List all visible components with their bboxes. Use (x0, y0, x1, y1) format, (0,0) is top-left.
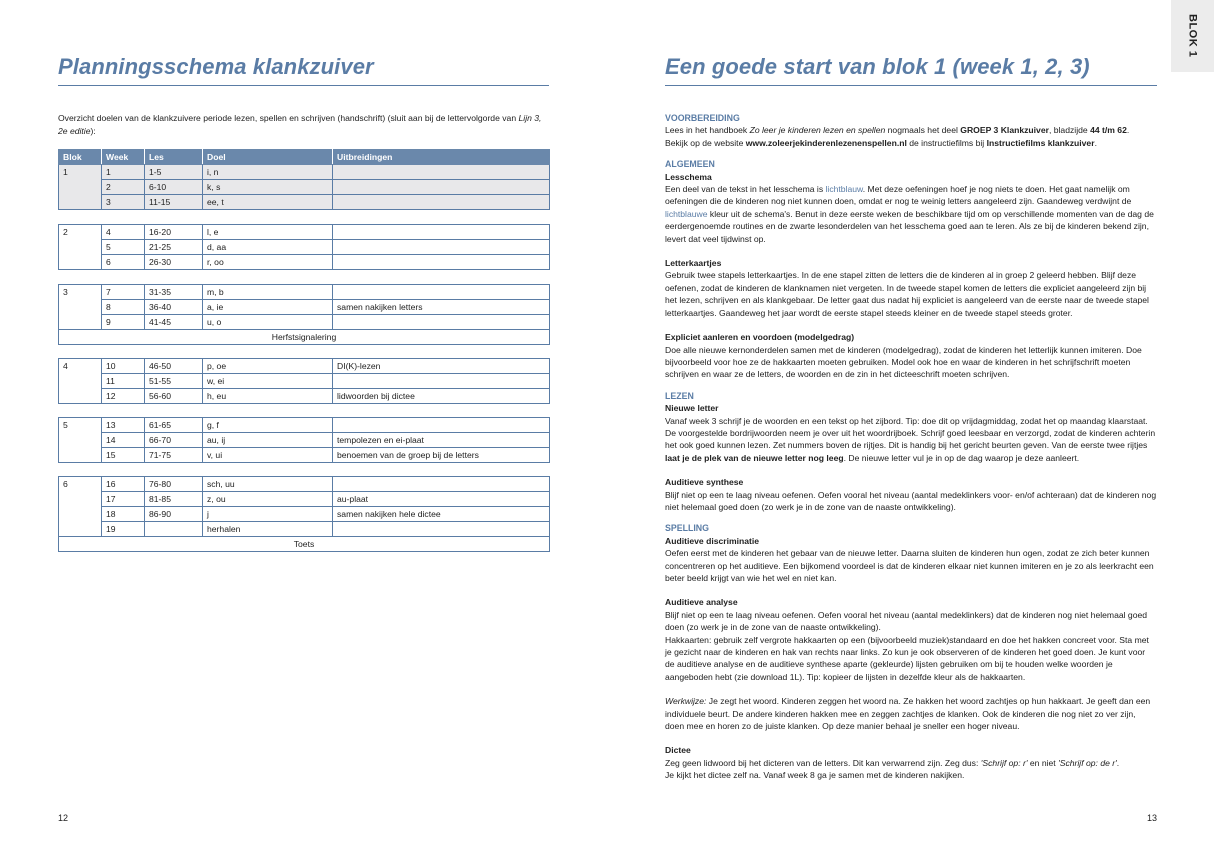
intro-italic: Lijn 3, 2e editie (58, 113, 542, 136)
les-cell: 61-65 (145, 418, 203, 433)
side-tab (1171, 0, 1214, 72)
doel-cell: r, oo (203, 255, 333, 270)
uitbreiding-cell (333, 374, 550, 389)
les-cell: 26-30 (145, 255, 203, 270)
right-page-content (665, 112, 1157, 782)
uitbreiding-cell: au-plaat (333, 492, 550, 507)
doel-cell: g, f (203, 418, 333, 433)
week-cell: 10 (102, 359, 145, 374)
text-run: lichtblauw (825, 184, 863, 195)
voorbereiding-paragraph (665, 124, 1157, 149)
herfstsignalering-cell: Herfstsignalering (59, 330, 550, 345)
subheading: Nieuwe letter (665, 403, 719, 414)
text-run: nogmaals het deel (885, 125, 961, 136)
subheading: Expliciet aanleren en voordoen (modelgedrag) (665, 332, 855, 343)
doel-cell: h, eu (203, 389, 333, 404)
doel-cell: u, o (203, 315, 333, 330)
text-run: kleur uit de schema's. Benut in deze eerste weken de beschikbare tijd om op verschillende momenten van de dag de eerdergenoemde routines en de zwarte lesonderdelen van het lesschema goed aan te leren. Als ze bij de kinderen bekend zijn, levert dat veel tijdwinst op. (665, 208, 1154, 244)
text-run: Een deel van de tekst in het lesschema is (665, 184, 826, 195)
week-cell: 4 (102, 225, 145, 240)
toets-cell: Toets (59, 537, 550, 552)
synthese-paragraph: Blijf niet op een te laag niveau oefenen. Oefen vooral het niveau (aantal medeklinkers voor- en/of achteraan) dat de kinderen nog niet helemaal goed doen (zo werk je in de zone van de naaste ontwikkeling). (665, 489, 1157, 512)
discriminatie-paragraph: Oefen eerst met de kinderen het gebaar van de nieuwe letter. Daarna sluiten de kinderen hun ogen, zodat ze zich beter kunnen concentreren op het auditieve. Een bijkomend voordeel is dat de kinderen elkaar niet kunnen imiteren en je zo als leerkracht een beter beeld krijgt van wie het wel en niet kan. (665, 548, 1154, 583)
text-run: Zeg geen lidwoord bij het dicteren van de letters. Dit kan verwarrend zijn. Zeg dus: (665, 757, 981, 768)
table-row (59, 477, 550, 492)
subheading: Auditieve analyse (665, 597, 738, 608)
doel-cell: j (203, 507, 333, 522)
uitbreiding-cell (333, 522, 550, 537)
text-run: Lees in het handboek (665, 125, 750, 136)
les-cell: 36-40 (145, 300, 203, 315)
table-row (59, 374, 550, 389)
les-cell: 81-85 (145, 492, 203, 507)
text-run: Vanaf week 3 schrijf je de woorden en een tekst op het zijbord. Tip: doe dit op vrijdagmiddag, zodat het op maandag klaarstaat. De voorgestelde bordrijwoorden neem je over uit het woordrijboek. Schrijf goed leesbaar en verzorgd, zodat de kinderen achterin het ook goed kunnen lezen. Zet nummers boven de rijtjes. Dit is handig bij het gericht beurten geven. Van de eerste twee rijtjes (665, 415, 1156, 451)
header-les: Les (145, 150, 203, 165)
werkwijze-paragraph (665, 695, 1157, 732)
page-title: Planningsschema klankzuiver (58, 54, 374, 79)
uitbreiding-cell (333, 165, 550, 180)
page-number: 13 (1147, 813, 1158, 823)
text-run: . (1116, 757, 1120, 768)
text-run: 'Schrijf op: de r' (1058, 757, 1117, 768)
table-row (59, 330, 550, 345)
les-cell: 16-20 (145, 225, 203, 240)
text-run: 'Schrijf op: r' (980, 757, 1028, 768)
table-row (59, 300, 550, 315)
blok-cell: 1 (59, 165, 102, 210)
uitbreiding-cell (333, 225, 550, 240)
uitbreiding-cell (333, 255, 550, 270)
week-cell: 15 (102, 448, 145, 463)
doel-cell: z, ou (203, 492, 333, 507)
uitbreiding-cell (333, 240, 550, 255)
table-row (59, 359, 550, 374)
week-cell: 9 (102, 315, 145, 330)
doel-cell: l, e (203, 225, 333, 240)
les-cell: 21-25 (145, 240, 203, 255)
doel-cell: sch, uu (203, 477, 333, 492)
week-cell: 13 (102, 418, 145, 433)
plan-table-blok-3 (58, 284, 550, 345)
section-heading: ALGEMEEN (665, 159, 715, 170)
table-row (59, 389, 550, 404)
table-row (59, 165, 550, 180)
lesschema-paragraph (665, 183, 1157, 245)
text-run: laat je de plek van de nieuwe letter nog leeg (665, 452, 844, 463)
doel-cell: d, aa (203, 240, 333, 255)
text-run: GROEP 3 Klankzuiver (960, 125, 1049, 136)
blok-cell: 3 (59, 285, 102, 330)
dictee-paragraph (665, 757, 1157, 782)
plan-table-blok-2 (58, 224, 550, 270)
uitbreiding-cell (333, 195, 550, 210)
doel-cell: m, b (203, 285, 333, 300)
table-row (59, 225, 550, 240)
les-cell: 86-90 (145, 507, 203, 522)
doel-cell: k, s (203, 180, 333, 195)
text-run: Je kijkt het dictee zelf na. Vanaf week 8 ga je samen met de kinderen nakijken. (665, 770, 965, 781)
table-row (59, 522, 550, 537)
blok-cell: 4 (59, 359, 102, 404)
week-cell: 19 (102, 522, 145, 537)
text-run: lichtblauwe (665, 208, 708, 219)
page-title: Een goede start van blok 1 (week 1, 2, 3) (665, 54, 1090, 79)
les-cell: 11-15 (145, 195, 203, 210)
doel-cell: w, ei (203, 374, 333, 389)
les-cell: 71-75 (145, 448, 203, 463)
letterkaartjes-paragraph: Gebruik twee stapels letterkaartjes. In de ene stapel zitten de letters die de kinderen al in groep 2 geleerd hebben. Blijf deze oefenen, zodat de kinderen de klanknamen niet vergeten. In de tweede stapel komen de letters die expliciet aangeleerd zijn bij het lezen, schrijven en als klankgebaar. De letter gaat dus nadat hij expliciet is aangeleerd van de eerste naar de tweede stapel letterkaartjes. Gaandeweg het jaar wordt de eerste stapel steeds kleiner en de tweede stapel steeds groter. (665, 270, 1149, 318)
title-rule (665, 85, 1157, 86)
table-row (59, 433, 550, 448)
table-row (59, 180, 550, 195)
uitbreiding-cell (333, 180, 550, 195)
week-cell: 18 (102, 507, 145, 522)
uitbreiding-cell: DI(K)-lezen (333, 359, 550, 374)
week-cell: 3 (102, 195, 145, 210)
table-row (59, 418, 550, 433)
table-row (59, 537, 550, 552)
les-cell: 76-80 (145, 477, 203, 492)
les-cell: 56-60 (145, 389, 203, 404)
week-cell: 2 (102, 180, 145, 195)
table-row (59, 492, 550, 507)
week-cell: 1 (102, 165, 145, 180)
table-header-row (59, 150, 550, 165)
text-run: . (1126, 125, 1130, 136)
text-run: . (1094, 137, 1097, 148)
subheading: Lesschema (665, 171, 712, 182)
week-cell: 17 (102, 492, 145, 507)
text-run: , bladzijde (1048, 125, 1091, 136)
uitbreiding-cell: samen nakijken letters (333, 300, 550, 315)
week-cell: 5 (102, 240, 145, 255)
nieuwe-letter-paragraph (665, 415, 1157, 465)
table-row (59, 448, 550, 463)
text-run: en niet (1027, 757, 1059, 768)
text-run: Zo leer je kinderen lezen en spellen (749, 125, 886, 136)
les-cell: 51-55 (145, 374, 203, 389)
header-blok: Blok (59, 150, 102, 165)
table-row (59, 240, 550, 255)
week-cell: 6 (102, 255, 145, 270)
week-cell: 16 (102, 477, 145, 492)
doel-cell: v, ui (203, 448, 333, 463)
les-cell (145, 522, 203, 537)
doel-cell: p, oe (203, 359, 333, 374)
les-cell: 6-10 (145, 180, 203, 195)
analyse-paragraph-1: Blijf niet op een te laag niveau oefenen. Oefen vooral het niveau (aantal medeklinkers) dat de kinderen nog niet helemaal goed doen (zo werk je in de zone van de naaste ontwikkeling). (665, 609, 1148, 633)
doel-cell: a, ie (203, 300, 333, 315)
blok-cell: 6 (59, 477, 102, 537)
les-cell: 31-35 (145, 285, 203, 300)
intro-prefix: Overzicht doelen van de klankzuivere periode lezen, spellen en schrijven (handschrift) (sluit aan bij de lettervolgorde van (58, 113, 519, 123)
side-tab-label: BLOK 1 (1186, 14, 1199, 58)
table-row (59, 507, 550, 522)
text-run: de instructiefilms bij (906, 137, 987, 148)
week-cell: 7 (102, 285, 145, 300)
uitbreiding-cell: samen nakijken hele dictee (333, 507, 550, 522)
plan-table-blok-1 (58, 149, 550, 210)
uitbreiding-cell (333, 285, 550, 300)
text-run: . Met deze oefeningen hoef je nog niets te doen. Het gaat namelijk om oefeningen die de kinderen nog niet kunnen doen, omdat er nog te weinig letters aangeleerd zijn. Gaandeweg verdwijnt de (665, 184, 1132, 207)
subheading: Dictee (665, 745, 691, 756)
header-week: Week (102, 150, 145, 165)
plan-table-blok-4 (58, 358, 550, 404)
plan-table-blok-6 (58, 476, 550, 552)
header-uitbreidingen: Uitbreidingen (333, 150, 550, 165)
doel-cell: i, n (203, 165, 333, 180)
expliciet-paragraph: Doe alle nieuwe kernonderdelen samen met de kinderen (modelgedrag), zodat de kinderen het letterlijk kunnen imiteren. Doe bijvoorbeeld voor hoe ze de hakkaarten moeten gebruiken. Model ook hoe en waar de kinderen in het schrijfschrift moeten schrijven en waar ze de letters, de woorden en de zin in het dicteeschrift moeten schrijven. (665, 344, 1142, 380)
subheading: Auditieve discriminatie (665, 535, 760, 546)
doel-cell: au, ij (203, 433, 333, 448)
text-run: 44 t/m 62 (1090, 125, 1127, 136)
section-heading: VOORBEREIDING (665, 113, 740, 123)
website-link: www.zoleerjekinderenlezenenspellen.nl (745, 137, 907, 148)
les-cell: 46-50 (145, 359, 203, 374)
doel-cell: ee, t (203, 195, 333, 210)
table-row (59, 255, 550, 270)
plan-table-blok-5 (58, 417, 550, 463)
blok-cell: 2 (59, 225, 102, 270)
intro-suffix: ): (90, 125, 96, 136)
les-cell: 66-70 (145, 433, 203, 448)
intro-text (58, 112, 550, 137)
uitbreiding-cell: benoemen van de groep bij de letters (333, 448, 550, 463)
section-heading: SPELLING (665, 523, 709, 534)
les-cell: 41-45 (145, 315, 203, 330)
title-rule (58, 85, 549, 86)
blok-cell: 5 (59, 418, 102, 463)
analyse-paragraph-2: Hakkaarten: gebruik zelf vergrote hakkaarten op een (bijvoorbeeld muziek)standaard en doe het hakken concreet voor. Sta met je gezicht naar de kinderen en hak van rechts naar links. Zo kun je ook observeren of de kinderen het goed doen. Je kunt voor de auditieve analyse en de auditieve synthese aparte (gekleurde) lijsten gebruiken om bij te houden welke woorden je aangeboden hebt (zie download 1L). Tip: kopieer de lijsten in dezelfde kleur als de hakkaarten. (665, 634, 1149, 682)
text-run: . De nieuwe letter vul je in op de dag waarop je deze aanleert. (843, 452, 1080, 463)
table-row (59, 285, 550, 300)
week-cell: 11 (102, 374, 145, 389)
uitbreiding-cell (333, 418, 550, 433)
week-cell: 12 (102, 389, 145, 404)
table-row (59, 315, 550, 330)
text-run: Werkwijze: (665, 696, 707, 707)
week-cell: 14 (102, 433, 145, 448)
table-row (59, 195, 550, 210)
les-cell: 1-5 (145, 165, 203, 180)
header-doel: Doel (203, 150, 333, 165)
uitbreiding-cell: lidwoorden bij dictee (333, 389, 550, 404)
text-run: Je zegt het woord. Kinderen zeggen het woord na. Ze hakken het woord zachtjes op hun hakkaart. Je geeft dan een individuele beurt. De andere kinderen hakken mee en zeggen zachtjes de klanken. Ook de kinderen die nog niet zo ver zijn, doen mee en horen zo de juiste klanken. Op deze manier behaal je sneller een hoger niveau. (665, 696, 1151, 732)
uitbreiding-cell (333, 477, 550, 492)
page-number: 12 (58, 813, 69, 823)
text-run: Bekijk op de website (665, 137, 746, 148)
week-cell: 8 (102, 300, 145, 315)
uitbreiding-cell: tempolezen en ei-plaat (333, 433, 550, 448)
subheading: Letterkaartjes (665, 258, 722, 269)
section-heading: LEZEN (665, 390, 694, 401)
uitbreiding-cell (333, 315, 550, 330)
text-run: Instructiefilms klankzuiver (986, 137, 1095, 148)
doel-cell: herhalen (203, 522, 333, 537)
subheading: Auditieve synthese (665, 477, 744, 488)
